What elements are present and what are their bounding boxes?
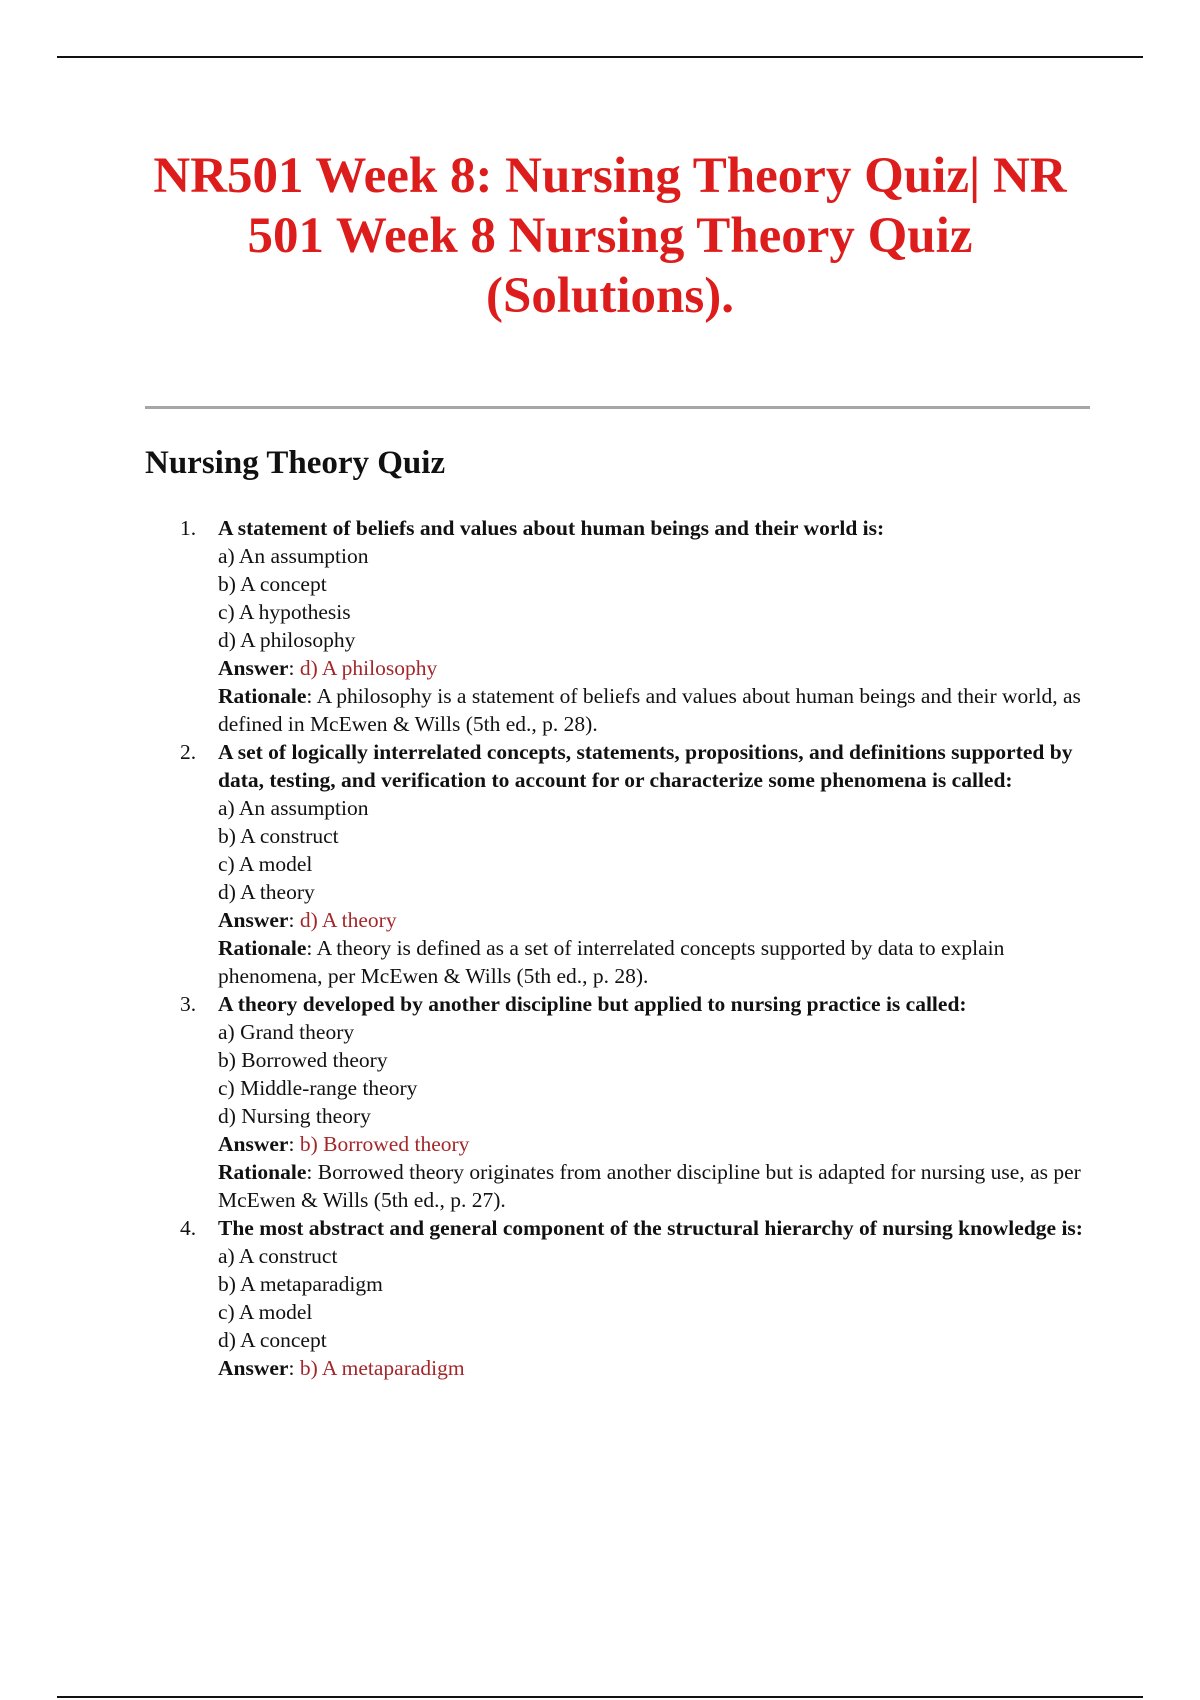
answer-option-b: b) A concept: [218, 572, 327, 596]
answer-option-d: d) A theory: [218, 880, 315, 904]
question-text: A theory developed by another discipline but applied to nursing practice is called:: [218, 992, 967, 1016]
quiz-question-3: [180, 990, 1092, 1214]
rationale-text: Borrowed theory originates from another discipline but is adapted for nursing use, as per McEwen & Wills (5th ed., p. 27).: [218, 1160, 1081, 1212]
top-rule: [57, 56, 1143, 58]
section-heading: Nursing Theory Quiz: [145, 445, 446, 481]
answer-value: b) Borrowed theory: [299, 1132, 470, 1156]
rationale-label: Rationale: [218, 1160, 307, 1184]
quiz-question-2: [180, 738, 1092, 990]
answer-label: Answer: [218, 1356, 289, 1380]
question-number: 4.: [180, 1216, 197, 1240]
answer-option-c: c) Middle-range theory: [218, 1076, 418, 1100]
answer-option-c: c) A model: [218, 1300, 313, 1324]
answer-option-b: b) A construct: [218, 824, 339, 848]
answer-label: Answer: [218, 1132, 289, 1156]
question-number: 1.: [180, 516, 197, 540]
rationale-text: A philosophy is a statement of beliefs and values about human beings and their world, as defined in McEwen & Wills (5th ed., p. 28).: [218, 684, 1081, 736]
answer-option-d: d) A concept: [218, 1328, 327, 1352]
answer-line: Answer: b) Borrowed theory: [218, 1132, 470, 1156]
question-text: The most abstract and general component of the structural hierarchy of nursing knowledge is:: [218, 1216, 1083, 1240]
answer-value: d) A theory: [299, 908, 397, 932]
question-number: 3.: [180, 992, 197, 1016]
document-title: NR501 Week 8: Nursing Theory Quiz| NR 501 Week 8 Nursing Theory Quiz (Solutions).: [153, 148, 1067, 324]
answer-option-c: c) A hypothesis: [218, 600, 351, 624]
answer-value: d) A philosophy: [299, 656, 438, 680]
answer-option-a: a) A construct: [218, 1244, 338, 1268]
answer-option-b: b) Borrowed theory: [218, 1048, 388, 1072]
quiz-question-1: [180, 514, 1092, 738]
answer-option-b: b) A metaparadigm: [218, 1272, 383, 1296]
question-text: A set of logically interrelated concepts, statements, propositions, and definitions supported by data, testing, and verification to account for or characterize some phenomena is called:: [218, 740, 1073, 792]
rationale-line: Rationale: Borrowed theory originates from another discipline but is adapted for nursing use, as per McEwen & Wills (5th ed., p. 27).: [218, 1160, 1081, 1212]
answer-line: Answer: b) A metaparadigm: [218, 1356, 465, 1380]
rationale-line: Rationale: A theory is defined as a set of interrelated concepts supported by data to explain phenomena, per McEwen & Wills (5th ed., p. 28).: [218, 936, 1005, 988]
answer-line: Answer: d) A philosophy: [218, 656, 438, 680]
quiz-question-list: [180, 514, 1092, 1382]
answer-option-a: a) Grand theory: [218, 1020, 355, 1044]
rationale-text: A theory is defined as a set of interrelated concepts supported by data to explain phenomena, per McEwen & Wills (5th ed., p. 28).: [218, 936, 1005, 988]
rationale-label: Rationale: [218, 936, 307, 960]
title-divider: [145, 406, 1090, 409]
answer-option-d: d) Nursing theory: [218, 1104, 371, 1128]
rationale-line: Rationale: A philosophy is a statement of beliefs and values about human beings and their world, as defined in McEwen & Wills (5th ed., p. 28).: [218, 684, 1081, 736]
bottom-rule: [57, 1696, 1143, 1698]
answer-option-a: a) An assumption: [218, 796, 369, 820]
answer-option-c: c) A model: [218, 852, 313, 876]
answer-value: b) A metaparadigm: [299, 1356, 465, 1380]
answer-label: Answer: [218, 908, 289, 932]
rationale-label: Rationale: [218, 684, 307, 708]
answer-label: Answer: [218, 656, 289, 680]
question-text: A statement of beliefs and values about human beings and their world is:: [218, 516, 885, 540]
answer-option-a: a) An assumption: [218, 544, 369, 568]
answer-line: Answer: d) A theory: [218, 908, 397, 932]
question-number: 2.: [180, 740, 197, 764]
quiz-question-4: [180, 1214, 1092, 1382]
answer-option-d: d) A philosophy: [218, 628, 356, 652]
